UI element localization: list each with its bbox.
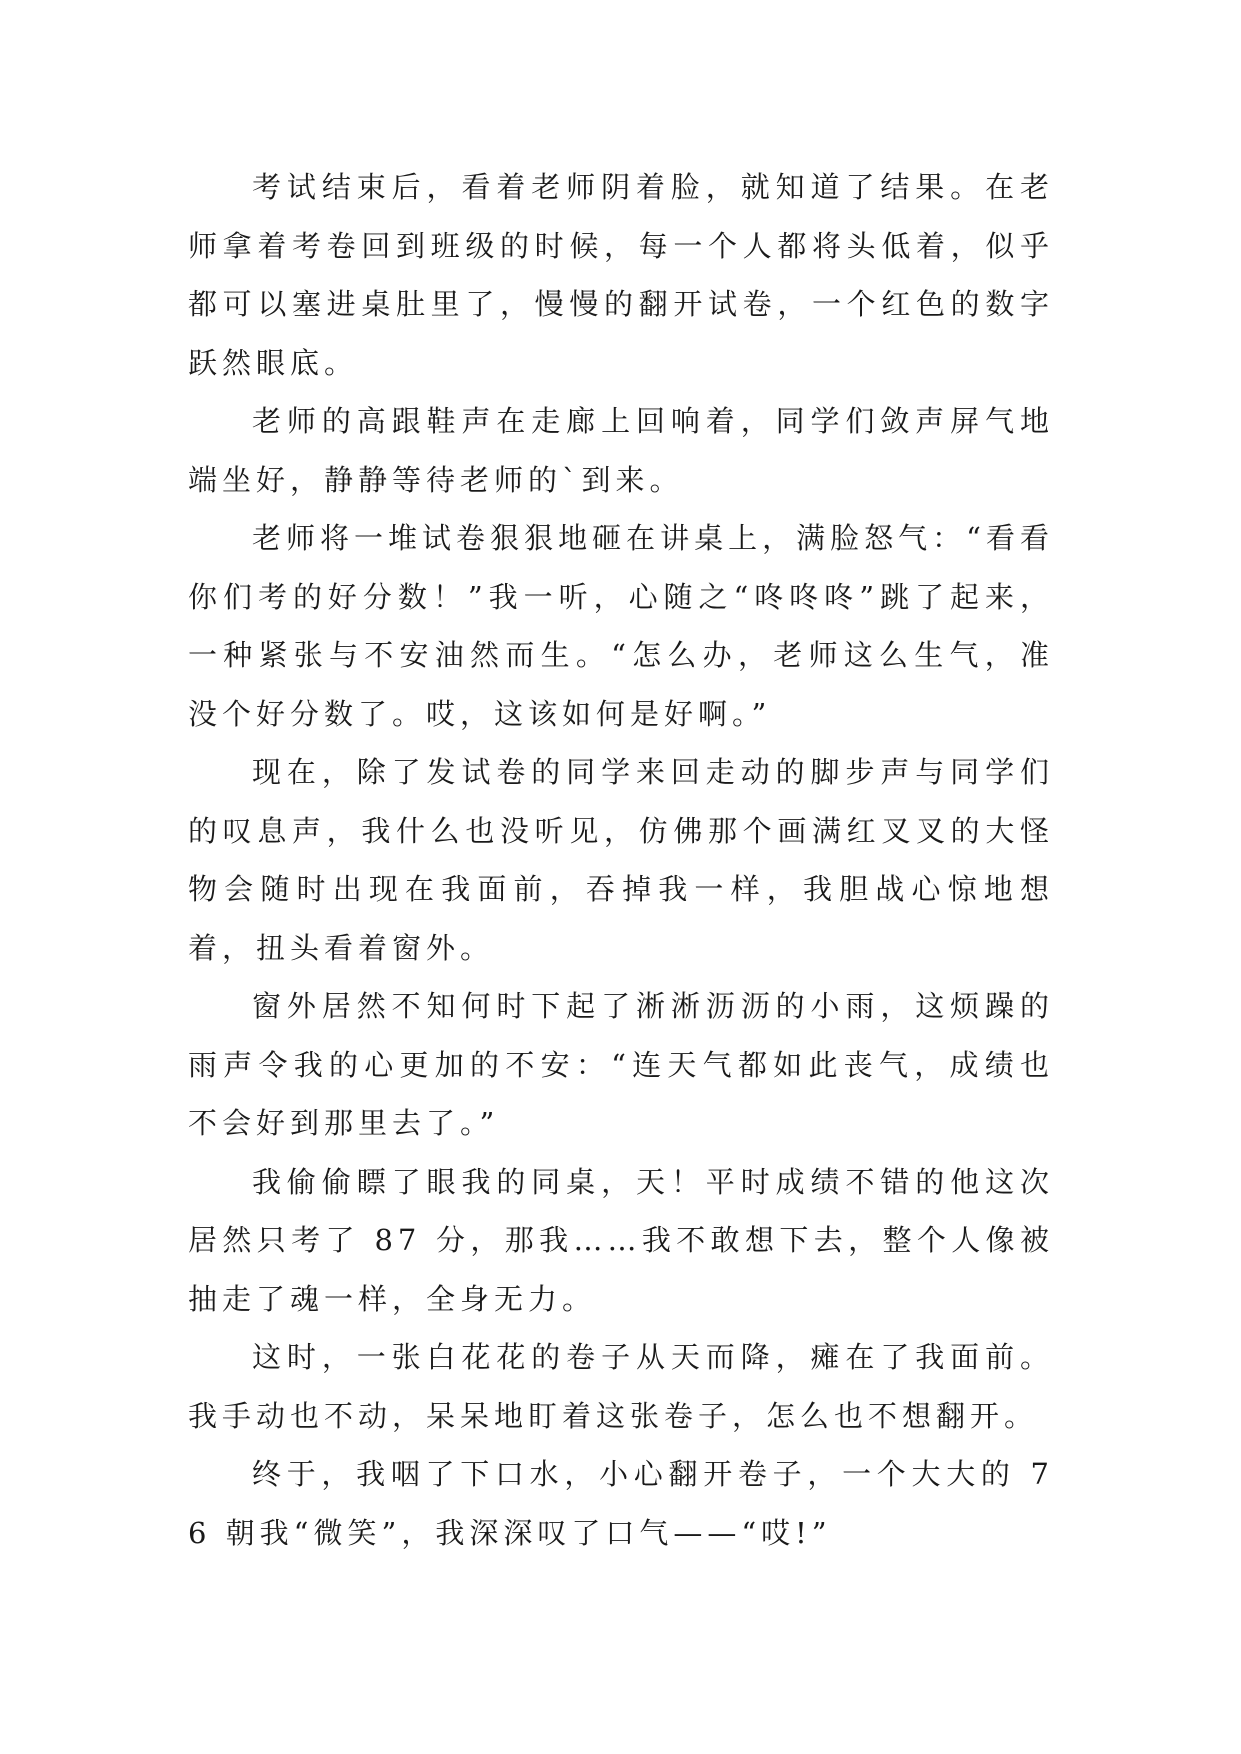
paragraph-3: 老师将一堆试卷狠狠地砸在讲桌上，满脸怒气：“看看你们考的好分数！”我一听，心随之“咚咚咚”跳了起来，一种紧张与不安油然而生。“怎么办，老师这么生气，准没个好分数了。哎，这该如何是好啊。” xyxy=(188,521,1054,731)
document-body xyxy=(188,158,1054,1562)
paragraph-4: 现在，除了发试卷的同学来回走动的脚步声与同学们的叹息声，我什么也没听见，仿佛那个画满红叉叉的大怪物会随时出现在我面前，吞掉我一样，我胆战心惊地想着，扭头看着窗外。 xyxy=(188,755,1054,965)
paragraph-7: 这时，一张白花花的卷子从天而降，瘫在了我面前。我手动也不动，呆呆地盯着这张卷子，怎么也不想翻开。 xyxy=(188,1340,1054,1433)
paragraph-6: 我偷偷瞟了眼我的同桌，天！平时成绩不错的他这次居然只考了 87 分，那我……我不敢想下去，整个人像被抽走了魂一样，全身无力。 xyxy=(188,1164,1054,1316)
paragraph-1: 考试结束后，看着老师阴着脸，就知道了结果。在老师拿着考卷回到班级的时候，每一个人都将头低着，似乎都可以塞进桌肚里了，慢慢的翻开试卷，一个红色的数字跃然眼底。 xyxy=(188,170,1054,380)
paragraph-8: 终于，我咽了下口水，小心翻开卷子，一个大大的 76 朝我“微笑”，我深深叹了口气——“哎!” xyxy=(188,1457,1054,1550)
paragraph-5: 窗外居然不知何时下起了淅淅沥沥的小雨，这烦躁的雨声令我的心更加的不安：“连天气都如此丧气，成绩也不会好到那里去了。” xyxy=(188,989,1054,1140)
paragraph-2: 老师的高跟鞋声在走廊上回响着，同学们敛声屏气地端坐好，静静等待老师的`到来。 xyxy=(188,404,1054,497)
